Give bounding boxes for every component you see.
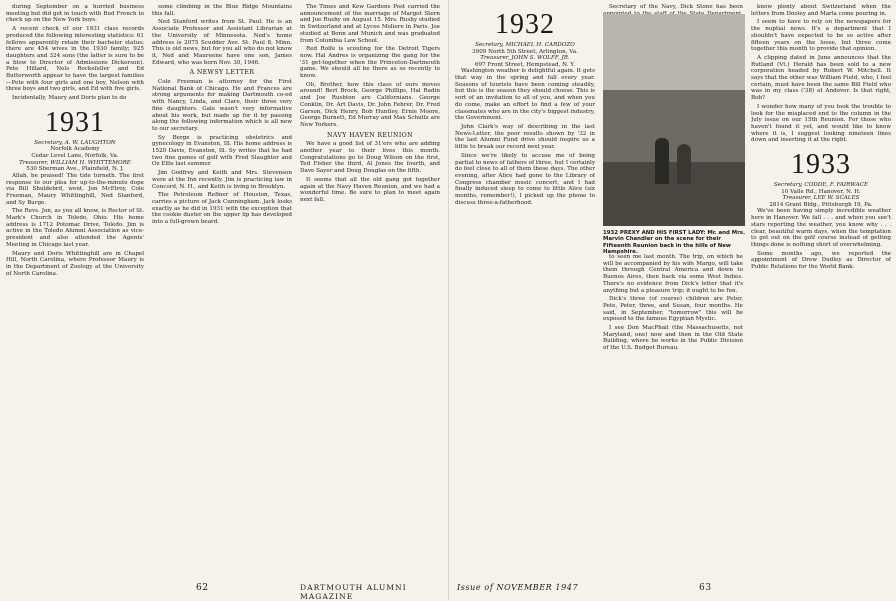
paragraph: We have a good list of 31'ers who are adding another year to their lives this month. Congratulations go to Doug Wilson on the first, Ted Fisher the third, Al Jones the fourth, and Dave Sayer and Doug Douglas on the fifth. — [300, 141, 440, 175]
section-heading: A NEWSY LETTER — [189, 69, 255, 77]
paragraph: A clipping dated in June announces that the Rutland (Vt.) Herald has been sold to a new corporation headed by Robert W. Mitchell. It says that the other was William Field, who, I feel certain, must have been the same Bill Field who was in my class ('38) at Andover. Is that right, Bob? — [751, 54, 891, 102]
paragraph: We've been having simply incredible weather here in Hanover. We fall . . . and when you see't stars reporting the weather, you know why . . . clear, beautiful warm days, when the temptation to get out on the golf course instead of getting things done is nothing short of overwhelming. — [751, 208, 891, 248]
photo-caption: 1932 PREXY AND HIS FIRST LADY: Mr. and Mrs. Marvin Chandler on the scene for their Fifteenth Reunion back in the hills of New Hampshire. — [603, 230, 746, 256]
secretary-line: Secretary, CODDE, F. FAIRWACE — [773, 182, 869, 189]
paragraph: to seen me last month. The trip, on which he will be accompanied by his wife Margo, will take them through Central America and down to Buenos Aires, then back via some West Indies. There's no evidence from Dick's letter that it's anything but a pleasure trip; it ought to be fun. — [603, 254, 743, 294]
paragraph: Since we're likely to accuse me of being partial to news of fathers of three, but I certainly do feel close to all of them these days. The other evening, after Alice had gone to the Library of Congress chamber music concert, and I had finally induced sleep to come to little Alice (six months, remember!), I picked up the phone to discuss three-a-fatherhood. — [455, 152, 595, 206]
left-column-1 — [6, 4, 144, 279]
paragraph: Oh, Brother, how this class of ours moves around! Bert Brock, George Phillips, Hal Radin and Joe Rushton are Californians. George Conklin, Dr. Art Davis, Dr. John Fehrer, Dr. Fred Garson, Dick Henry, Bob Huntley, Ernie Moore, George Burnett, Ed Murray and Max Schultz are New Yorkers. — [300, 81, 440, 128]
left-page — [0, 0, 448, 600]
paragraph: some climbing in the Blue Ridge Mountains this fall. — [152, 4, 292, 17]
paragraph: It seems that all the old gang got together again at the Navy Haven Reunion, and we had a wonderful time. Be sure to plan to meet again next fall. — [300, 176, 440, 203]
issue-line: Issue of NOVEMBER 1947 — [457, 583, 579, 592]
paragraph: The Revs. Jon, as you all know, is Rector of St. Mark's Church in Toledo, Ohio. His home address is 1712 Potomac Drive, Toledo. Jim is active in the Toledo Alumni Association as vice-president and also attended the Agents' Meeting in Chicago last year. — [6, 208, 144, 248]
reunion-photo — [603, 14, 745, 226]
paragraph: Allah, be praised! The tide turneth. The first response to our plea for up-to-the-minute dope via Bill Shuldebrd, went, Jon McElroy, Cole Freeman, Maury Whittinghill, Ned Stanford, and Sy Burge. — [6, 172, 144, 206]
photo-figure-woman — [677, 144, 691, 184]
treasurer-line: Treasurer, JOHN S. WOLFF, JR. — [480, 55, 570, 62]
treasurer-address: 697 Front Street, Hempstead, N. Y. — [474, 61, 575, 68]
secretary-line: Secretary, A. W. LAUGHTON — [34, 139, 116, 146]
paragraph: Sy Berge is practicing obstetrics and gynecology in Evanston, Ill. His home address is 1520 Davis, Evanston, Ill. Sy writes that he had two fine games of golf with Fred Slaughter and Oz Ellis last summer. — [152, 134, 292, 168]
paragraph: Some months ago, we reported the appointment of Drew Dudley as Director of Public Relations for the World Bank. — [751, 250, 891, 271]
section-heading: NAVY HAVEN REUNION — [327, 131, 413, 139]
paragraph: John Clark's way of describing in the last News-Letter, the poor results shown by '32 in the last Alumni Fund drive should inspire us a little to break our record next year. — [455, 124, 595, 151]
photo-background — [603, 14, 745, 90]
right-column-3 — [751, 4, 891, 273]
paragraph: I wonder how many of you took the trouble to look for the misplaced end to the column in the July issue on our 15th Reunion. For those who haven't found it yet, and would like to know where it is, I suggest looking nineteen lines down and inserting it at the right. — [751, 103, 891, 144]
paragraph: The Petroleum Refiner of Houston, Texas, carries a picture of Jack Cunningham. Jack looks exactly as he did in 1931 with the exception that the cookie duster on the upper lip has developed into a full-grown beard. — [152, 192, 292, 226]
paragraph: I see Don MacPhail (the Massachusetts, not Maryland, one) now and then in the Old State Building, where he works in the Public Division of the U.S. Budget Bureau. — [603, 325, 743, 352]
secretary-line: Secretary, MICHAEL H. CARDOZO — [475, 42, 575, 48]
paragraph: Maury and Doris Whittinghill are in Chapel Hill, North Carolina, where Professor Maury is in the Department of Zoology at the University of North Carolina. — [6, 250, 144, 277]
secretary-address: Cedar Level Lane, Norfolk, Va. — [31, 153, 119, 160]
paragraph: The Times and Kew Gardens Post carried the announcement of the marriage of Margot Stern and Joe Rushy on August 15. Mrs. Rushy studied in Switzerland and at Lycee Moliere in Paris. Joe studied at Bonn and Munich and was graduated from Columbia Law School. — [300, 4, 440, 44]
secretary-address: 3909 North 5th Street, Arlington, Va. — [472, 48, 578, 55]
paragraph: know plenty about Switzerland when the letters from Dooley and Marla come pouring in. — [751, 4, 891, 17]
left-column-3 — [300, 4, 440, 206]
magazine-name: DARTMOUTH ALUMNI MAGAZINE — [300, 583, 407, 601]
paragraph: Secretary of the Navy, Dick Stone has been — [609, 4, 743, 10]
treasurer-address: 530 Sherman Ave., Plainfield, N. J. — [26, 166, 124, 173]
paragraph: during September on a hurried business meeting but did get in touch with Bud French to check up on the New York boys. — [6, 4, 144, 24]
photo-ground — [603, 162, 745, 226]
class-year-heading: 1932 — [495, 9, 555, 40]
paragraph: I seem to have to rely on the newspapers for the nuptial news. It's a department that I shouldn't have expected to be so active after fifteen years on the loose, but three come together this month to provide that opinion. — [751, 19, 891, 53]
paragraph: Red Rolfe is scouting for the Detroit Tigers now. Hal Andres is organizing the gang for the '31 get-together when the Princeton-Dartmouth game. We should all be there as so recently to know. — [300, 46, 440, 80]
treasurer-line: Treasurer, WILLIAM H. WHITTEMORE — [19, 159, 131, 166]
paragraph: Washington weather is delightful again. It gets that way in the spring and fall every year. Seasons of tourists have been coming steadily, but this is the season they should choose. This is sort of an invitation to all of you, and when you do come, make an effort to find a few of your classmates who are in the city's biggest industry, the Government. — [455, 68, 595, 122]
treasurer-line: Treasurer, LEE W. SCALES — [782, 195, 860, 202]
paragraph: Ned Stanford writes from St. Paul. He is an Associate Professor and Assistant Librarian at the University of Minnesota. Ned's home address is 2075 Scudder Ave. St. Paul 8, Minn. This is old news, but for you all who do not know it, Ned and Maureene have one son, James Edward, who was born Nov. 30, 1946. — [152, 19, 292, 66]
class-year-heading: 1933 — [791, 149, 851, 181]
photo-figure-man — [655, 138, 669, 184]
treasurer-address: 2814 Grant Bldg., Pittsburgh 19, Pa. — [769, 201, 873, 208]
paragraph: Cole Freeman is attorney for the First National Bank of Chicago. He and Frances are strong arguments for making Dartmouth co-ed with Nancy, Linda, and Clare, their three very fine daughters. Gale wasn't very informative about his work, but made up for it by passing along the following information which is all new to our secretary. — [152, 79, 292, 132]
page-number: 62 — [196, 583, 209, 593]
right-column-2-bottom — [603, 254, 743, 580]
class-year-heading: 1931 — [45, 106, 105, 138]
secretary-address: Norfolk Academy — [50, 146, 100, 153]
paragraph: Jim Godfrey and Keith and Mrs. Stevenson were at the Inn recently. Jim is practicing law in Concord, N. H., and Keith is living in Brooklyn. — [152, 170, 292, 190]
secretary-address: 10 Valle Rd., Hanover, N. H. — [781, 188, 861, 195]
right-column-1 — [455, 4, 595, 208]
paragraph: A recent check of our 1931 class records produced the following interesting statistics: 61 fellows apparently retain their bachelor status; there are 454 wives in the 1930 family; 925 daughters and 324 sons (the latter is sure to be a blow to Director of Admissions Dickerson). Pete Hillard, Nels Rockefeller and Ed Butterworth appear to have the largest families—Pete with four girls and one boy, Nelson with three boys and two girls, and Ed with five girls. — [6, 26, 144, 93]
left-column-2 — [152, 4, 292, 228]
page-number: 63 — [699, 583, 712, 593]
paragraph: Dick's three (of course) children are Peter, Pete, Peter, three, and Susan, four months. He said, in September, "tomorrow" this will be exposed to the famous Egyptian Mystic. — [603, 296, 743, 323]
right-page — [448, 0, 896, 600]
paragraph: Incidentally, Maury and Doris plan to do — [12, 95, 127, 102]
